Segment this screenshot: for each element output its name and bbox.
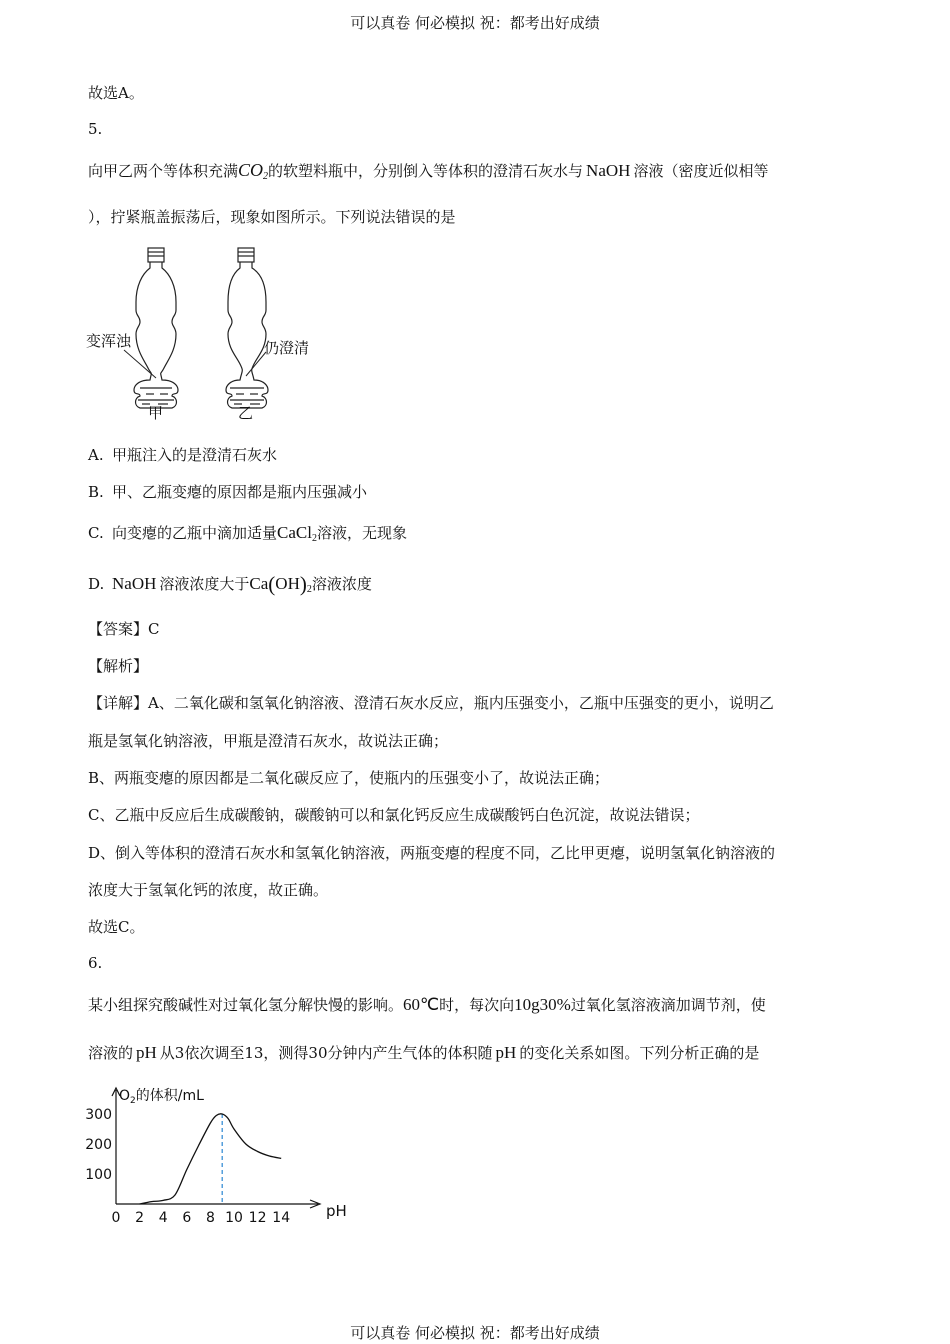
x-tick-labels <box>112 1210 291 1226</box>
q6-stem-text: 过氧化氢溶液滴加调节剂，使 <box>570 996 766 1014</box>
x-tick-label: 10 <box>225 1210 243 1226</box>
q5-stem-line2: ），拧紧瓶盖振荡后，现象如图所示。下列说法错误的是 <box>88 208 456 226</box>
x-tick-label: 14 <box>272 1210 291 1226</box>
page-footer: 可以真卷 何必模拟 祝：都考出好成绩 <box>350 1324 600 1342</box>
q6-stem-line1 <box>88 994 766 1015</box>
x-tick-label: 2 <box>135 1210 145 1226</box>
bottles-figure <box>80 240 340 425</box>
q5-stem-text: 的软塑料瓶中，分别倒入等体积的澄清石灰水与 <box>268 162 584 180</box>
pointer-line-right <box>246 352 266 376</box>
option-letter: A. <box>88 446 104 464</box>
q5-option-b <box>88 481 367 502</box>
q5-conclusion: 故选C。 <box>88 918 145 936</box>
caoh2-formula: $Ca(OH)_2$ <box>249 572 312 596</box>
x-tick-label: 12 <box>248 1210 267 1226</box>
mass-value: 10g30% <box>514 995 571 1014</box>
label-yi: 乙 <box>238 404 254 422</box>
q5-analysis-title: 【解析】 <box>88 657 149 675</box>
option-text: 甲瓶注入的是澄清石灰水 <box>112 446 278 464</box>
q5-detail-line: 浓度大于氢氧化钙的浓度，故正确。 <box>88 881 329 899</box>
q6-stem-text: 的变化关系如图。下列分析正确的是 <box>519 1044 760 1062</box>
q5-number: 5. <box>88 120 103 138</box>
label-clear: 仍澄清 <box>264 339 310 357</box>
y-tick-label: 100 <box>85 1167 112 1183</box>
x-tick-label: 0 <box>111 1210 121 1226</box>
option-text: 溶液浓度大于 <box>159 575 250 593</box>
q4-conclusion: 故选A。 <box>88 84 144 102</box>
q5-option-a <box>88 444 277 465</box>
option-letter: D. <box>88 575 105 593</box>
q6-stem-text: 从3依次调至13，测得30分钟内产生气体的体积随 <box>159 1044 493 1062</box>
page-header: 可以真卷 何必模拟 祝：都考出好成绩 <box>350 14 600 32</box>
option-text: 溶液，无现象 <box>316 524 407 542</box>
cacl2-formula: CaCl$_2$ <box>277 523 317 544</box>
y-tick-label: 200 <box>85 1137 112 1153</box>
naoh-formula: NaOH <box>586 161 631 180</box>
naoh-formula: NaOH <box>112 574 157 593</box>
q6-stem-line2 <box>88 1042 759 1063</box>
q6-stem-text: 某小组探究酸碱性对过氧化氢分解快慢的影响。 <box>88 996 404 1014</box>
ph-symbol: pH <box>136 1043 157 1062</box>
option-text: 溶液浓度 <box>311 575 372 593</box>
x-tick-label: 4 <box>158 1210 168 1226</box>
x-axis-label: pH <box>326 1202 347 1220</box>
option-letter: B. <box>88 483 104 501</box>
q5-stem-line1 <box>88 160 768 182</box>
q5-detail-line: 瓶是氢氧化钠溶液，甲瓶是澄清石灰水，故说法正确； <box>88 732 449 750</box>
chart-axes <box>112 1088 320 1208</box>
q5-answer: 【答案】C <box>88 620 160 638</box>
x-tick-label: 6 <box>182 1210 192 1226</box>
q6-number: 6. <box>88 954 103 972</box>
co2-formula: $CO_2$ <box>238 160 269 182</box>
q5-detail-line: C、乙瓶中反应后生成碳酸钠，碳酸钠可以和氯化钙反应生成碳酸钙白色沉淀，故说法错误； <box>88 806 700 824</box>
q5-stem-text: 向甲乙两个等体积充满 <box>88 162 239 180</box>
q5-option-d <box>88 572 372 597</box>
temperature-value: 60℃ <box>403 995 440 1014</box>
option-letter: C. <box>88 524 104 542</box>
option-text: 向变瘪的乙瓶中滴加适量 <box>112 524 278 542</box>
q5-detail-line: 【详解】A、二氧化碳和氢氧化钠溶液、澄清石灰水反应，瓶内压强变小，乙瓶中压强变的更小，说明乙 <box>88 694 774 712</box>
x-tick-label: 8 <box>205 1210 215 1226</box>
bottle-yi <box>226 248 268 408</box>
ph-symbol: pH <box>495 1043 517 1062</box>
q5-option-c <box>88 522 407 544</box>
y-tick-label: 300 <box>85 1107 112 1123</box>
q5-detail-line: D、倒入等体积的澄清石灰水和氢氧化钠溶液，两瓶变瘪的程度不同，乙比甲更瘪，说明氢氧化钠溶液的 <box>88 844 776 862</box>
o2-volume-chart <box>80 1078 370 1238</box>
option-text: 甲、乙瓶变瘪的原因都是瓶内压强减小 <box>112 483 368 501</box>
y-tick-labels <box>85 1107 112 1183</box>
y-axis-label: $O_2$的体积/mL <box>119 1088 204 1106</box>
q5-detail-line: B、两瓶变瘪的原因都是二氧化碳反应了，使瓶内的压强变小了，故说法正确； <box>88 769 610 787</box>
q5-stem-text: 溶液（密度近似相等 <box>633 162 769 180</box>
q6-stem-text: 溶液的 <box>88 1044 134 1062</box>
label-jia: 甲 <box>148 404 164 422</box>
bottle-cap <box>148 248 164 262</box>
q6-stem-text: 时，每次向 <box>439 996 515 1014</box>
label-turbid: 变浑浊 <box>86 332 132 350</box>
o2-volume-curve <box>140 1114 282 1204</box>
bottle-cap <box>238 248 254 262</box>
bottle-jia <box>134 248 178 408</box>
